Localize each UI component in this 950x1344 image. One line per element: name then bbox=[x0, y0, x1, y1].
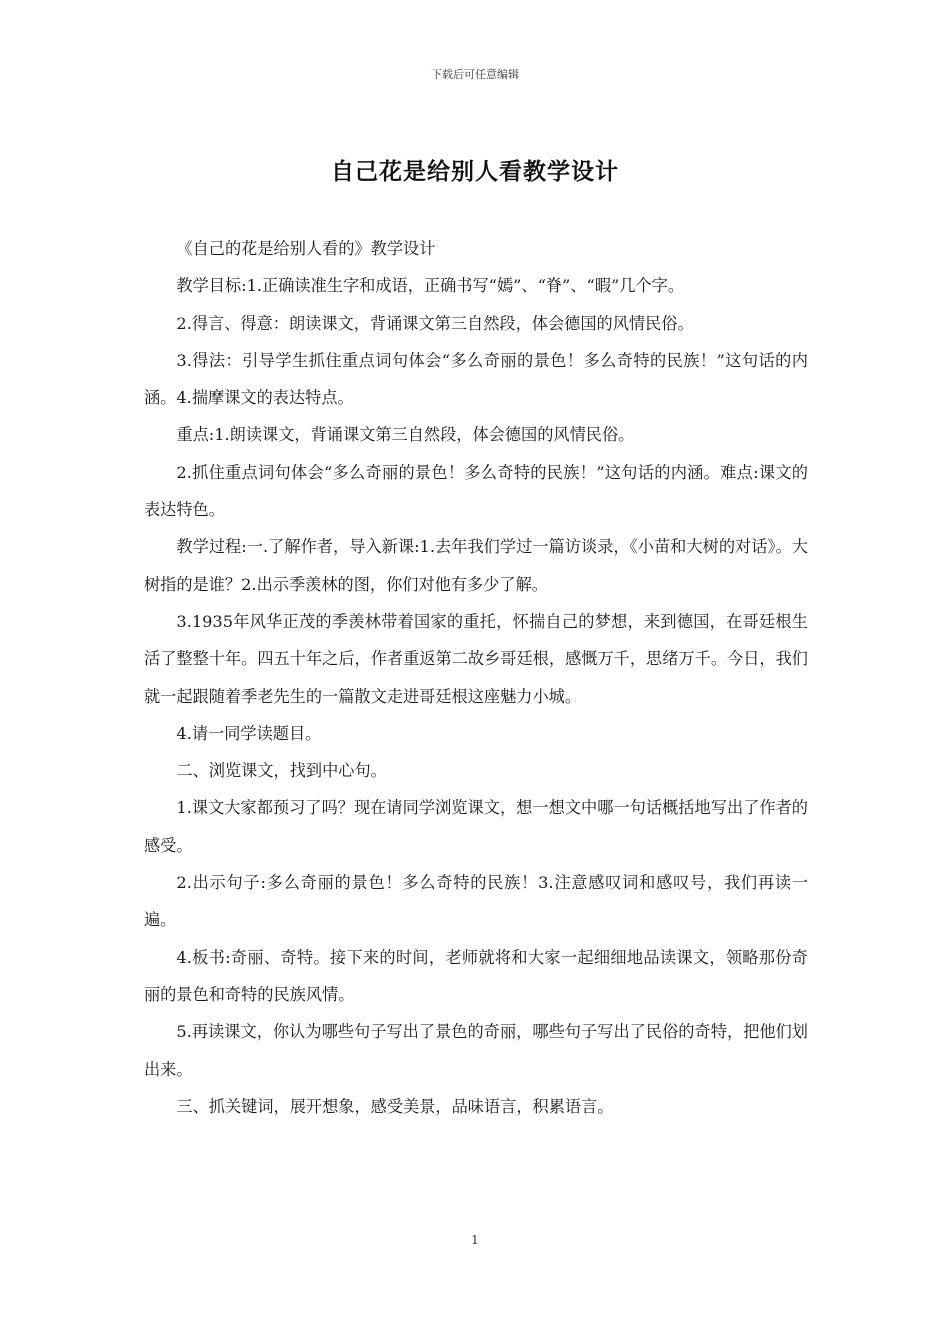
paragraph-section-3: 三、抓关键词，展开想象，感受美景，品味语言，积累语言。 bbox=[176, 1096, 614, 1116]
paragraph-key-point-2: 2.抓住重点词句体会“多么奇丽的景色！多么奇特的民族！”这句话的内涵。难点:课文的表达特色。 bbox=[144, 462, 808, 520]
paragraph-section-2-1: 1.课文大家都预习了吗？现在请同学浏览课文，想一想文中哪一句话概括地写出了作者的感受。 bbox=[144, 798, 808, 855]
paragraph-subtitle: 《自己的花是给别人看的》教学设计 bbox=[176, 239, 436, 258]
paragraph-section-2-5: 5.再读课文，你认为哪些句子写出了景色的奇丽，哪些句子写出了民俗的奇特，把他们划出来。 bbox=[144, 1022, 808, 1079]
paragraph-objective-2: 2.得言、得意：朗读课文，背诵课文第三自然段，体会德国的风情民俗。 bbox=[176, 313, 694, 333]
paragraph-section-2-2: 2.出示句子:多么奇丽的景色！多么奇特的民族！3.注意感叹词和感叹号，我们再读一遍。 bbox=[144, 873, 808, 930]
header-note: 下载后可任意编辑 bbox=[431, 68, 519, 81]
paragraph-section-2-4: 4.板书:奇丽、奇特。接下来的时间，老师就将和大家一起细细地品读课文，领略那份奇丽的景色和奇特的民族风情。 bbox=[144, 947, 808, 1004]
paragraph-process-4: 4.请一同学读题目。 bbox=[176, 723, 322, 743]
paragraph-section-2: 二、浏览课文，找到中心句。 bbox=[176, 761, 387, 781]
paragraph-process: 教学过程:一.了解作者，导入新课:1.去年我们学过一篇访谈录，《小苗和大树的对话》。大树指的是谁？2.出示季羡林的图，你们对他有多少了解。 bbox=[144, 537, 808, 594]
paragraph-objective-3: 3.得法：引导学生抓住重点词句体会“多么奇丽的景色！多么奇特的民族！”这句话的内涵。4.揣摩课文的表达特点。 bbox=[144, 350, 808, 408]
document-body bbox=[144, 230, 808, 1125]
paragraph-objectives: 教学目标:1.正确读准生字和成语，正确书写“嫣”、“脊”、“暇”几个字。 bbox=[176, 276, 685, 296]
document-title: 自己花是给别人看教学设计 bbox=[331, 159, 619, 185]
paragraph-key-points: 重点:1.朗读课文，背诵课文第三自然段，体会德国的风情民俗。 bbox=[176, 425, 635, 445]
page-number: 1 bbox=[471, 1233, 479, 1247]
paragraph-process-3: 3.1935年风华正茂的季羡林带着国家的重托，怀揣自己的梦想，来到德国，在哥廷根生活了整整十年。四五十年之后，作者重返第二故乡哥廷根，感慨万千，思绪万千。今日，我们就一起跟随着季老先生的一篇散文走进哥廷根这座魅力小城。 bbox=[144, 611, 808, 706]
